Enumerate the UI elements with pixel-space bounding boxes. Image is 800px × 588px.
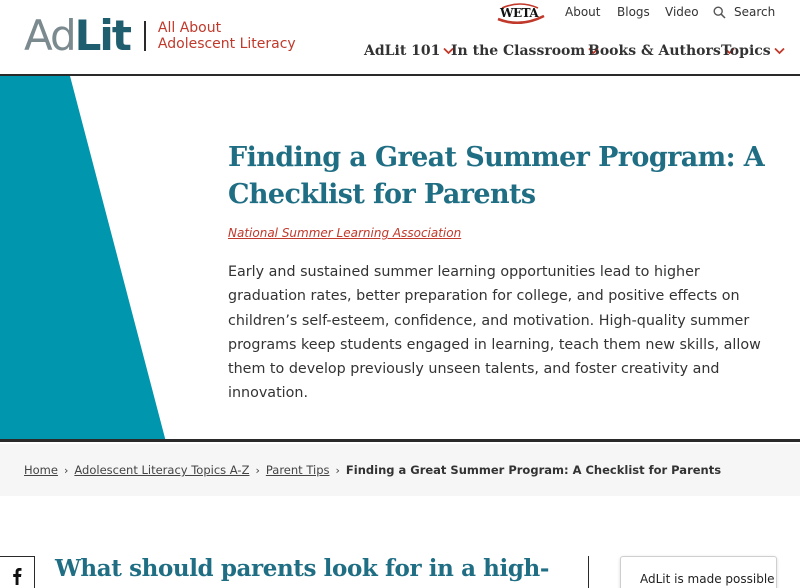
breadcrumb-topics-a-z[interactable]: Adolescent Literacy Topics A-Z <box>74 463 250 477</box>
sponsor-text: AdLit is made possible <box>640 572 775 586</box>
nav-books-and-authors[interactable] <box>588 43 735 59</box>
logo-lit-text: Lit <box>74 11 130 60</box>
site-header <box>0 0 800 76</box>
chevron-right-icon: › <box>255 463 260 477</box>
utility-link-about[interactable]: About <box>565 5 601 19</box>
nav-in-the-classroom[interactable] <box>451 43 599 59</box>
nav-topics[interactable] <box>721 43 785 59</box>
author-link[interactable]: National Summer Learning Association <box>228 226 462 240</box>
tagline-line-2: Adolescent Literacy <box>157 36 296 52</box>
chevron-right-icon: › <box>335 463 340 477</box>
utility-link-blogs[interactable]: Blogs <box>617 5 650 19</box>
nav-label: AdLit 101 <box>364 43 441 59</box>
nav-label: In the Classroom <box>451 43 586 59</box>
site-logo[interactable] <box>24 12 296 60</box>
breadcrumb <box>0 444 800 496</box>
breadcrumb-home[interactable]: Home <box>24 463 58 477</box>
breadcrumb-parent-tips[interactable]: Parent Tips <box>265 463 330 477</box>
breadcrumb-current: Finding a Great Summer Program: A Checklist for Parents <box>345 463 722 477</box>
nav-label: Topics <box>721 43 771 59</box>
section-heading: What should parents look for in a high- <box>55 555 549 582</box>
utility-link-video[interactable]: Video <box>665 5 699 19</box>
search-label: Search <box>734 5 776 19</box>
chevron-down-icon <box>774 47 785 55</box>
search-button[interactable] <box>713 5 775 19</box>
article-hero <box>0 76 800 442</box>
logo-ad-text: Ad <box>24 11 75 60</box>
sponsor-box <box>620 556 777 588</box>
chevron-right-icon: › <box>63 463 69 477</box>
weta-logo-text: WETA <box>500 6 539 20</box>
facebook-share-button[interactable] <box>0 556 35 588</box>
tagline-line-1: All About <box>157 20 222 36</box>
facebook-icon <box>12 567 22 585</box>
search-icon <box>713 6 726 19</box>
logo-divider <box>144 21 146 51</box>
nav-adlit-101[interactable] <box>364 43 454 59</box>
weta-logo[interactable] <box>494 2 546 24</box>
column-divider <box>588 556 589 588</box>
page-title: Finding a Great Summer Program: A Checklist for Parents <box>228 142 765 210</box>
logo-tagline <box>158 20 296 52</box>
nav-label: Books & Authors <box>588 43 721 59</box>
article-summary: Early and sustained summer learning opportunities lead to higher graduation rates, better preparation for college, and positive effects on children’s self-esteem, confidence, and motivation. High-quality summer programs keep students engaged in learning, teach them new skills, allow them to develop previously unseen talents, and foster creativity and innovation. <box>228 264 761 402</box>
